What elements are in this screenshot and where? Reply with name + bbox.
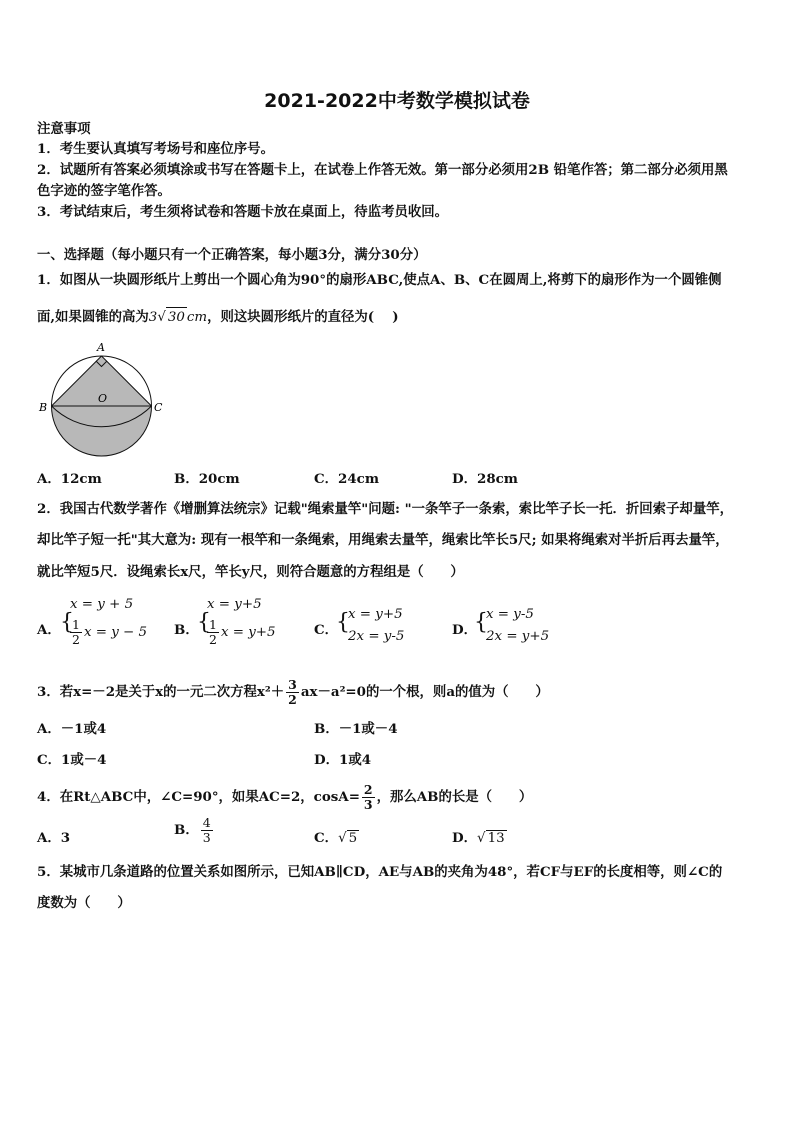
q2-c-eq2: 2x = y-5 xyxy=(348,629,405,644)
q4-option-d[interactable]: D．√ 13 xyxy=(452,830,505,846)
label-o: O xyxy=(98,392,108,405)
q2-b-eq1: x = y+5 xyxy=(207,597,262,612)
q1-unit: cm xyxy=(186,310,208,325)
q2-a-eq2: x = y − 5 xyxy=(83,625,148,640)
q1-prefix: 面,如果圆锥的高为 xyxy=(37,309,149,325)
q1-option-a[interactable]: A．12cm xyxy=(37,471,102,487)
question-5-text: 5．某城市几条道路的位置关系如图所示，已知AB∥CD，AE与AB的夹角为48°，若CF与EF的长度相等，则∠C的 xyxy=(37,864,723,880)
q4-c-radicand: 5 xyxy=(348,831,358,846)
notice-heading: 注意事项 xyxy=(37,121,91,137)
q4-b-frac-num: 4 xyxy=(202,815,211,830)
question-5-text-2: 度数为（ ） xyxy=(37,895,131,911)
q3-option-d[interactable]: D．1或4 xyxy=(314,752,372,768)
q4-frac-num: 2 xyxy=(363,782,373,797)
label-b: B xyxy=(39,401,48,414)
q4-option-b[interactable] xyxy=(174,816,215,845)
question-2-text-2: 却比竿子短一托"其大意为: 现有一根竿和一条绳索，用绳索去量竿，绳索比竿长5尺; 如果将绳索对半折后再去量竿， xyxy=(37,532,729,548)
q2-option-b-label[interactable]: B． xyxy=(174,622,199,638)
q3-frac-num: 3 xyxy=(288,677,297,692)
q4-option-c[interactable]: C．√ 5 xyxy=(314,830,358,846)
q2-a-frac-num: 1 xyxy=(72,617,80,632)
q3-frac-den: 2 xyxy=(288,692,297,707)
q4-b-label: B． xyxy=(174,822,199,838)
q2-b-frac-num: 1 xyxy=(209,617,217,632)
section-heading: 一、选择题（每小题只有一个正确答案，每小题3分，满分30分） xyxy=(37,247,427,263)
q2-option-a-label[interactable]: A． xyxy=(37,622,61,638)
circle-sector-figure xyxy=(36,336,176,460)
question-2-text-3: 就比竿短5尺．设绳索长x尺，竿长y尺，则符合题意的方程组是（ ） xyxy=(37,564,464,580)
q2-c-eq1: x = y+5 xyxy=(348,607,403,622)
q4-b-frac-den: 3 xyxy=(202,830,211,845)
q2-a-frac-den: 2 xyxy=(72,632,80,647)
q1-option-d[interactable]: D．28cm xyxy=(452,471,518,487)
q4-suffix: ，那么AB的长是（ ） xyxy=(376,789,533,805)
q3-option-a[interactable]: A．－1或4 xyxy=(37,721,107,737)
q4-frac-den: 3 xyxy=(363,797,373,812)
q2-option-d-label[interactable]: D． xyxy=(452,622,478,638)
notice-item: 1．考生要认真填写考场号和座位序号。 xyxy=(37,141,274,157)
q2-b-frac-den: 2 xyxy=(209,632,217,647)
label-a: A xyxy=(97,341,105,354)
question-1-text-2: 面,如果圆锥的高为3√ 30 cm，则这块圆形纸片的直径为( ) xyxy=(37,307,399,328)
notice-item: 3．考试结束后，考生须将试卷和答题卡放在桌面上，待监考员收回。 xyxy=(37,204,449,220)
q3-suffix: ax－a²=0的一个根，则a的值为（ ） xyxy=(300,684,549,700)
q1-option-b[interactable]: B．20cm xyxy=(174,471,240,487)
q2-d-eq2: 2x = y+5 xyxy=(486,629,550,644)
q4-option-a[interactable]: A．3 xyxy=(37,830,71,846)
q3-option-b[interactable]: B．－1或－4 xyxy=(314,721,398,737)
q2-a-eq1: x = y + 5 xyxy=(70,597,134,612)
q1-coef: 3 xyxy=(148,310,158,325)
q1-radicand: 30 xyxy=(166,307,187,328)
q3-option-c[interactable]: C．1或－4 xyxy=(37,752,107,768)
q1-option-c[interactable]: C．24cm xyxy=(314,471,380,487)
page-title: 2021-2022中考数学模拟试卷 xyxy=(264,90,530,112)
question-3-text xyxy=(37,678,549,707)
q3-prefix: 3．若x=－2是关于x的一元二次方程x²＋ xyxy=(37,684,285,700)
notice-item: 2．试题所有答案必须填涂或书写在答题卡上，在试卷上作答无效。第一部分必须用2B 铅笔作答；第二部分必须用黑 xyxy=(37,162,728,178)
q2-b-eq2: x = y+5 xyxy=(220,625,276,640)
q2-option-c-label[interactable]: C． xyxy=(314,622,339,638)
q1-suffix: ，则这块圆形纸片的直径为( ) xyxy=(207,309,399,325)
question-1-text: 1．如图从一块圆形纸片上剪出一个圆心角为90°的扇形ABC,使点A、B、C在圆周上,将剪下的扇形作为一个圆锥侧 xyxy=(37,272,722,288)
q4-prefix: 4．在Rt△ABC中，∠C=90°，如果AC=2，cosA= xyxy=(37,789,360,805)
q2-d-eq1: x = y-5 xyxy=(486,607,534,622)
notice-item: 色字迹的签字笔作答。 xyxy=(37,183,171,199)
q4-d-radicand: 13 xyxy=(487,831,505,846)
label-c: C xyxy=(154,401,163,414)
q4-c-label: C． xyxy=(314,830,339,846)
question-4-text xyxy=(37,783,532,812)
question-2-text: 2．我国古代数学著作《增删算法统宗》记载"绳索量竿"问题: "一条竿子一条索，索比竿子长一托．折回索子却量竿， xyxy=(37,501,733,517)
q4-d-label: D． xyxy=(452,830,478,846)
